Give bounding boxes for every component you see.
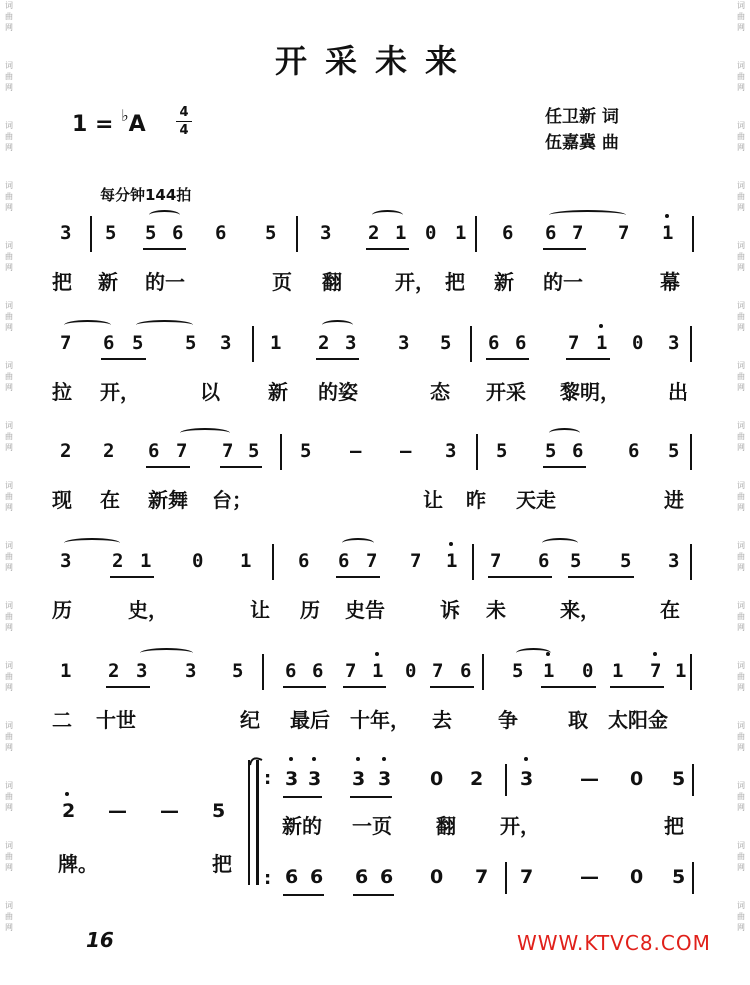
watermark-char: 词 bbox=[5, 841, 13, 850]
lyric-syllable: 取 bbox=[568, 708, 588, 732]
lyric-syllable: 天走 bbox=[516, 488, 556, 512]
lyric-syllable: 太阳金 bbox=[608, 708, 668, 732]
watermark-char: 网 bbox=[737, 323, 745, 332]
note: 3 bbox=[60, 550, 72, 572]
note: 0 bbox=[430, 768, 444, 790]
watermark-char: 曲 bbox=[5, 132, 13, 141]
note: 5 bbox=[145, 222, 157, 244]
note: 3 bbox=[520, 768, 534, 790]
note: 6 bbox=[538, 550, 550, 572]
watermark-char: 曲 bbox=[5, 552, 13, 561]
note: 1 bbox=[60, 660, 72, 682]
dash-hold: — bbox=[160, 800, 179, 822]
note: 2 bbox=[103, 440, 115, 462]
watermark-char: 网 bbox=[737, 143, 745, 152]
note: 7 bbox=[568, 332, 580, 354]
watermark-char: 曲 bbox=[5, 492, 13, 501]
watermark-char: 网 bbox=[737, 683, 745, 692]
note: 5 bbox=[496, 440, 508, 462]
watermark-char: 曲 bbox=[737, 612, 745, 621]
lyric-syllable: 史告 bbox=[345, 598, 385, 622]
lyric-syllable: 翻 bbox=[436, 814, 456, 838]
watermark-char: 曲 bbox=[5, 672, 13, 681]
watermark-char: 词 bbox=[737, 601, 745, 610]
note: 5 bbox=[545, 440, 557, 462]
lyric-syllable: 幕 bbox=[660, 270, 680, 294]
watermark-char: 曲 bbox=[5, 12, 13, 21]
watermark-char: 词 bbox=[5, 1, 13, 10]
lyric-syllable: 把 bbox=[445, 270, 465, 294]
note: 3 bbox=[345, 332, 357, 354]
note: 5 bbox=[232, 660, 244, 682]
note: 7 bbox=[60, 332, 72, 354]
note: 0 bbox=[632, 332, 644, 354]
lyric-syllable: 来， bbox=[560, 598, 600, 622]
note: 3 bbox=[668, 332, 680, 354]
watermark-char: 网 bbox=[737, 23, 745, 32]
note: 1 bbox=[270, 332, 282, 354]
note: 3 bbox=[136, 660, 148, 682]
note: 5 bbox=[265, 222, 277, 244]
note: 0 bbox=[630, 866, 644, 888]
watermark-char: 词 bbox=[737, 361, 745, 370]
watermark-char: 曲 bbox=[5, 732, 13, 741]
watermark-char: 词 bbox=[737, 661, 745, 670]
lyric-syllable: 让 bbox=[423, 488, 443, 512]
note: 3 bbox=[285, 768, 299, 790]
watermark-char: 曲 bbox=[5, 252, 13, 261]
lyric-syllable: 在 bbox=[100, 488, 120, 512]
note: 3 bbox=[668, 550, 680, 572]
lyric-syllable: 新 bbox=[268, 380, 288, 404]
note: 7 bbox=[366, 550, 378, 572]
note: 6 bbox=[460, 660, 472, 682]
tempo-marking: 每分钟144拍 bbox=[100, 186, 192, 204]
watermark-char: 词 bbox=[5, 121, 13, 130]
watermark-char: 曲 bbox=[737, 912, 745, 921]
watermark-char: 词 bbox=[737, 541, 745, 550]
note: 7 bbox=[176, 440, 188, 462]
lyric-syllable: 的一 bbox=[543, 270, 583, 294]
watermark-char: 网 bbox=[737, 743, 745, 752]
watermark-char: 词 bbox=[5, 481, 13, 490]
note: 5 bbox=[672, 768, 686, 790]
watermark-char: 曲 bbox=[737, 732, 745, 741]
note: 7 bbox=[222, 440, 234, 462]
note: 2 bbox=[108, 660, 120, 682]
watermark-char: 词 bbox=[5, 361, 13, 370]
lyric-syllable: 最后 bbox=[290, 708, 330, 732]
watermark-char: 词 bbox=[737, 241, 745, 250]
repeat-colon: : bbox=[264, 868, 272, 889]
note: 7 bbox=[475, 866, 489, 888]
note: 1 bbox=[543, 660, 555, 682]
lyric-syllable: 新舞 bbox=[148, 488, 188, 512]
note: 2 bbox=[60, 440, 72, 462]
watermark-char: 网 bbox=[737, 443, 745, 452]
watermark-char: 词 bbox=[737, 181, 745, 190]
watermark-char: 词 bbox=[737, 1, 745, 10]
note: 7 bbox=[520, 866, 534, 888]
flat-sign: ♭ bbox=[121, 106, 129, 125]
note: 5 bbox=[672, 866, 686, 888]
lyric-syllable: 开采 bbox=[486, 380, 526, 404]
note: 1 bbox=[140, 550, 152, 572]
note: 3 bbox=[378, 768, 392, 790]
note: 1 bbox=[372, 660, 384, 682]
note: 3 bbox=[60, 222, 72, 244]
note: 7 bbox=[345, 660, 357, 682]
note: 7 bbox=[410, 550, 422, 572]
watermark-char: 网 bbox=[5, 743, 13, 752]
watermark-char: 曲 bbox=[737, 492, 745, 501]
watermark-char: 曲 bbox=[737, 852, 745, 861]
note: 2 bbox=[318, 332, 330, 354]
watermark-char: 网 bbox=[5, 623, 13, 632]
watermark-char: 网 bbox=[5, 863, 13, 872]
watermark-char: 网 bbox=[737, 623, 745, 632]
note: 5 bbox=[620, 550, 632, 572]
lyric-syllable: 的一 bbox=[145, 270, 185, 294]
note: 1 bbox=[675, 660, 687, 682]
lyric-syllable: 把 bbox=[664, 814, 684, 838]
page-number: 16 bbox=[86, 928, 114, 952]
meter-top: 4 bbox=[179, 105, 189, 120]
note: 5 bbox=[570, 550, 582, 572]
note: 6 bbox=[310, 866, 324, 888]
repeat-colon: : bbox=[264, 768, 272, 789]
note: 6 bbox=[355, 866, 369, 888]
note: 2 bbox=[112, 550, 124, 572]
note: 1 bbox=[662, 222, 674, 244]
lyric-syllable: 二 bbox=[52, 708, 72, 732]
watermark-char: 曲 bbox=[5, 612, 13, 621]
note: 6 bbox=[545, 222, 557, 244]
note: 6 bbox=[515, 332, 527, 354]
note: 7 bbox=[572, 222, 584, 244]
lyric-syllable: 开， bbox=[500, 814, 540, 838]
dash-hold: — bbox=[400, 440, 412, 462]
dash-hold: — bbox=[580, 866, 599, 888]
watermark-char: 曲 bbox=[737, 72, 745, 81]
lyric-syllable: 把 bbox=[52, 270, 72, 294]
lyric-syllable: 出 bbox=[668, 380, 688, 404]
lyric-syllable: 开， bbox=[395, 270, 435, 294]
note: 3 bbox=[398, 332, 410, 354]
watermark-char: 网 bbox=[737, 383, 745, 392]
meter-bottom: 4 bbox=[179, 123, 189, 138]
watermark-char: 曲 bbox=[5, 72, 13, 81]
watermark-char: 网 bbox=[5, 83, 13, 92]
watermark-char: 词 bbox=[737, 901, 745, 910]
lyric-syllable: 纪 bbox=[240, 708, 260, 732]
note: 5 bbox=[105, 222, 117, 244]
watermark-char: 词 bbox=[5, 61, 13, 70]
watermark-char: 词 bbox=[5, 601, 13, 610]
note: 6 bbox=[488, 332, 500, 354]
watermark-char: 网 bbox=[5, 323, 13, 332]
key-note: A bbox=[128, 112, 146, 137]
lyric-syllable: 态 bbox=[430, 380, 450, 404]
watermark-char: 曲 bbox=[5, 792, 13, 801]
lyric-syllable: 史， bbox=[128, 598, 168, 622]
note: 1 bbox=[455, 222, 467, 244]
lyric-syllable: 牌。 bbox=[58, 852, 98, 876]
note: 2 bbox=[368, 222, 380, 244]
lyric-syllable: 在 bbox=[660, 598, 680, 622]
note: 6 bbox=[285, 660, 297, 682]
note: 5 bbox=[512, 660, 524, 682]
composer-credit: 伍嘉冀 曲 bbox=[545, 133, 619, 153]
watermark-char: 网 bbox=[5, 503, 13, 512]
note: 7 bbox=[650, 660, 662, 682]
note: 5 bbox=[300, 440, 312, 462]
note: 6 bbox=[148, 440, 160, 462]
note: 6 bbox=[502, 222, 514, 244]
lyric-syllable: 历 bbox=[52, 598, 72, 622]
watermark-char: 网 bbox=[5, 923, 13, 932]
watermark-char: 网 bbox=[5, 683, 13, 692]
lyric-syllable: 昨 bbox=[466, 488, 486, 512]
note: 1 bbox=[240, 550, 252, 572]
note: 7 bbox=[618, 222, 630, 244]
watermark-char: 网 bbox=[737, 503, 745, 512]
note: 6 bbox=[298, 550, 310, 572]
watermark-char: 网 bbox=[737, 263, 745, 272]
watermark-char: 词 bbox=[5, 901, 13, 910]
watermark-char: 曲 bbox=[5, 912, 13, 921]
note: 6 bbox=[380, 866, 394, 888]
watermark-char: 网 bbox=[737, 803, 745, 812]
watermark-char: 网 bbox=[5, 143, 13, 152]
note: 0 bbox=[192, 550, 204, 572]
note: 6 bbox=[103, 332, 115, 354]
note: 0 bbox=[430, 866, 444, 888]
watermark-char: 曲 bbox=[737, 12, 745, 21]
watermark-char: 词 bbox=[5, 721, 13, 730]
lyric-syllable: 把 bbox=[212, 852, 232, 876]
lyric-syllable: 十世 bbox=[96, 708, 136, 732]
watermark-char: 曲 bbox=[737, 552, 745, 561]
note: 1 bbox=[612, 660, 624, 682]
watermark-char: 网 bbox=[737, 83, 745, 92]
lyric-syllable: 新的 bbox=[282, 814, 322, 838]
system-brace bbox=[250, 758, 262, 765]
note: 7 bbox=[490, 550, 502, 572]
note: 3 bbox=[220, 332, 232, 354]
lyric-syllable: 让 bbox=[250, 598, 270, 622]
watermark-char: 词 bbox=[737, 301, 745, 310]
note: 6 bbox=[312, 660, 324, 682]
site-watermark: WWW.KTVC8.COM bbox=[517, 931, 711, 955]
watermark-char: 网 bbox=[737, 563, 745, 572]
note: 0 bbox=[582, 660, 594, 682]
watermark-char: 词 bbox=[5, 661, 13, 670]
watermark-char: 词 bbox=[737, 721, 745, 730]
watermark-char: 词 bbox=[5, 181, 13, 190]
note: 1 bbox=[596, 332, 608, 354]
watermark-char: 曲 bbox=[5, 852, 13, 861]
watermark-char: 词 bbox=[5, 781, 13, 790]
note: 6 bbox=[215, 222, 227, 244]
lyricist-credit: 任卫新 词 bbox=[545, 107, 619, 127]
note: 5 bbox=[132, 332, 144, 354]
watermark-char: 词 bbox=[737, 61, 745, 70]
watermark-char: 曲 bbox=[5, 192, 13, 201]
note: 2 bbox=[470, 768, 484, 790]
note: 6 bbox=[572, 440, 584, 462]
note: 0 bbox=[630, 768, 644, 790]
watermark-char: 词 bbox=[5, 541, 13, 550]
lyric-syllable: 页 bbox=[272, 270, 292, 294]
note: 6 bbox=[172, 222, 184, 244]
watermark-char: 曲 bbox=[737, 792, 745, 801]
watermark-char: 曲 bbox=[737, 192, 745, 201]
lyric-syllable: 一页 bbox=[352, 814, 392, 838]
lyric-syllable: 以 bbox=[200, 380, 220, 404]
dash-hold: — bbox=[350, 440, 362, 462]
lyric-syllable: 去 bbox=[432, 708, 452, 732]
watermark-char: 词 bbox=[5, 241, 13, 250]
watermark-char: 网 bbox=[5, 263, 13, 272]
watermark-char: 网 bbox=[5, 383, 13, 392]
watermark-char: 词 bbox=[737, 841, 745, 850]
lyric-syllable: 新 bbox=[494, 270, 514, 294]
lyric-syllable: 开， bbox=[100, 380, 140, 404]
note: 3 bbox=[352, 768, 366, 790]
lyric-syllable: 争 bbox=[498, 708, 518, 732]
watermark-char: 网 bbox=[5, 443, 13, 452]
watermark-char: 网 bbox=[5, 563, 13, 572]
watermark-char: 词 bbox=[5, 301, 13, 310]
watermark-char: 曲 bbox=[737, 672, 745, 681]
note: 0 bbox=[405, 660, 417, 682]
watermark-char: 曲 bbox=[737, 432, 745, 441]
watermark-char: 曲 bbox=[5, 372, 13, 381]
lyric-syllable: 黎明， bbox=[560, 380, 620, 404]
note: 5 bbox=[212, 800, 226, 822]
watermark-char: 词 bbox=[737, 481, 745, 490]
watermark-char: 网 bbox=[5, 23, 13, 32]
note: 3 bbox=[185, 660, 197, 682]
note: 1 bbox=[446, 550, 458, 572]
note: 1 bbox=[395, 222, 407, 244]
note: 2 bbox=[62, 800, 76, 822]
watermark-char: 词 bbox=[737, 421, 745, 430]
watermark-char: 曲 bbox=[737, 252, 745, 261]
lyric-syllable: 十年， bbox=[350, 708, 410, 732]
watermark-char: 曲 bbox=[737, 372, 745, 381]
note: 3 bbox=[445, 440, 457, 462]
note: 3 bbox=[308, 768, 322, 790]
note: 0 bbox=[425, 222, 437, 244]
watermark-char: 词 bbox=[737, 121, 745, 130]
lyric-syllable: 台； bbox=[212, 488, 252, 512]
lyric-syllable: 的姿 bbox=[318, 380, 358, 404]
note: 6 bbox=[285, 866, 299, 888]
watermark-char: 曲 bbox=[737, 312, 745, 321]
note: 5 bbox=[668, 440, 680, 462]
watermark-char: 词 bbox=[737, 781, 745, 790]
note: 7 bbox=[432, 660, 444, 682]
note: 5 bbox=[440, 332, 452, 354]
note: 6 bbox=[628, 440, 640, 462]
lyric-syllable: 现 bbox=[52, 488, 72, 512]
watermark-char: 曲 bbox=[5, 432, 13, 441]
watermark-char: 网 bbox=[5, 203, 13, 212]
dash-hold: — bbox=[108, 800, 127, 822]
lyric-syllable: 新 bbox=[98, 270, 118, 294]
lyric-syllable: 历 bbox=[300, 598, 320, 622]
song-title: 开采未来 bbox=[274, 42, 475, 80]
key-prefix: 1 = bbox=[72, 112, 114, 137]
lyric-syllable: 拉 bbox=[52, 380, 72, 404]
lyric-syllable: 未 bbox=[486, 598, 506, 622]
note: 3 bbox=[320, 222, 332, 244]
note: 6 bbox=[338, 550, 350, 572]
watermark-char: 曲 bbox=[737, 132, 745, 141]
lyric-syllable: 翻 bbox=[322, 270, 342, 294]
watermark-char: 网 bbox=[737, 203, 745, 212]
dash-hold: — bbox=[580, 768, 599, 790]
note: 5 bbox=[248, 440, 260, 462]
note: 5 bbox=[185, 332, 197, 354]
lyric-syllable: 诉 bbox=[440, 598, 460, 622]
watermark-char: 曲 bbox=[5, 312, 13, 321]
watermark-char: 网 bbox=[5, 803, 13, 812]
lyric-syllable: 进 bbox=[664, 488, 684, 512]
watermark-char: 网 bbox=[737, 923, 745, 932]
watermark-char: 网 bbox=[737, 863, 745, 872]
watermark-char: 词 bbox=[5, 421, 13, 430]
